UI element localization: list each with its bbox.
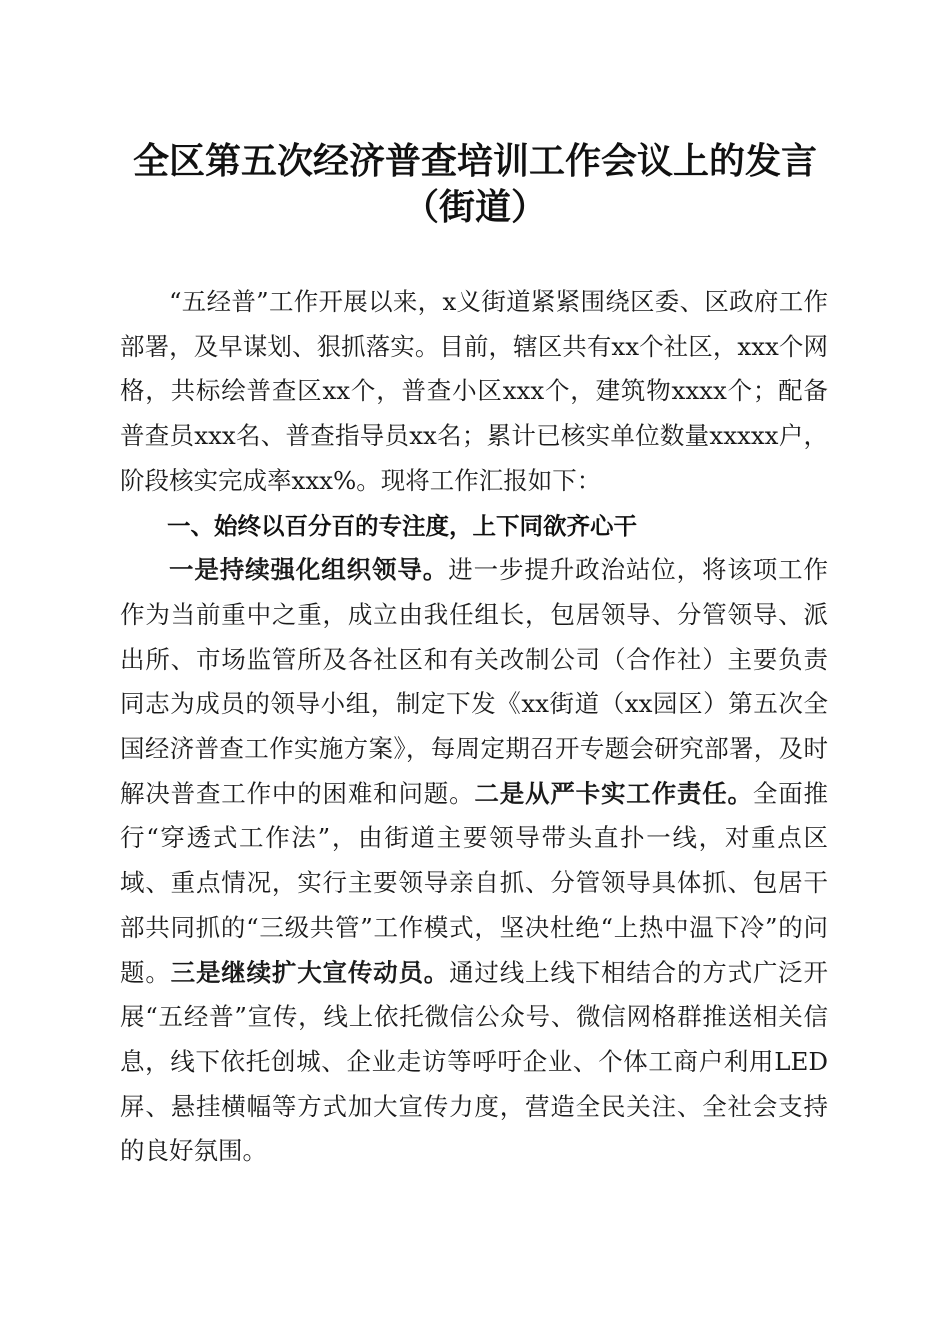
- document-subtitle: （街道）: [402, 186, 547, 228]
- paragraph-text-2: 全面推行“穿透式工作法”，由街道主要领导带头直扑一线，对重点区域、重点情况，实行主要领导亲自抓、分管领导具体抓、包居干部共同抓的“三级共管”工作模式，坚决杜绝“上热中温下冷”的问题。: [120, 778, 829, 987]
- section-paragraph: [120, 548, 828, 1174]
- lead-phrase-1: 一是持续强化组织领导。: [169, 555, 449, 585]
- intro-paragraph: “五经普”工作开展以来，x义街道紧紧围绕区委、区政府工作部署，及早谋划、狠抓落实。目前，辖区共有xx个社区，xxx个网格，共标绘普查区xx个，普查小区xxx个，建筑物xxxx个；配备普查员xxx名、普查指导员xx名；累计已核实单位数量xxxxx户，阶段核实完成率xxx%。现将工作汇报如下：: [120, 287, 828, 495]
- section-heading: 一、始终以百分百的专注度，上下同欲齐心干: [167, 511, 637, 540]
- paragraph-text-1: 进一步提升政治站位，将该项工作作为当前重中之重，成立由我任组长，包居领导、分管领导、派出所、市场监管所及各社区和有关改制公司（合作社）主要负责同志为成员的领导小组，制定下发《xx街道（xx园区）第五次全国经济普查工作实施方案》，每周定期召开专题会研究部署，及时解决普查工作中的困难和问题。: [120, 555, 829, 808]
- document-body: [120, 280, 828, 1174]
- document-title: 全区第五次经济普查培训工作会议上的发言: [132, 140, 817, 182]
- paragraph-text-3: 通过线上线下相结合的方式广泛开展“五经普”宣传，线上依托微信公众号、微信网格群推送相关信息，线下依托创城、企业走访等呼吁企业、个体工商户利用LED屏、悬挂横幅等方式加大宣传力度，营造全民关注、全社会支持的良好氛围。: [120, 957, 829, 1166]
- lead-phrase-3: 三是继续扩大宣传动员。: [170, 957, 450, 987]
- lead-phrase-2: 二是从严卡实工作责任。: [474, 778, 753, 808]
